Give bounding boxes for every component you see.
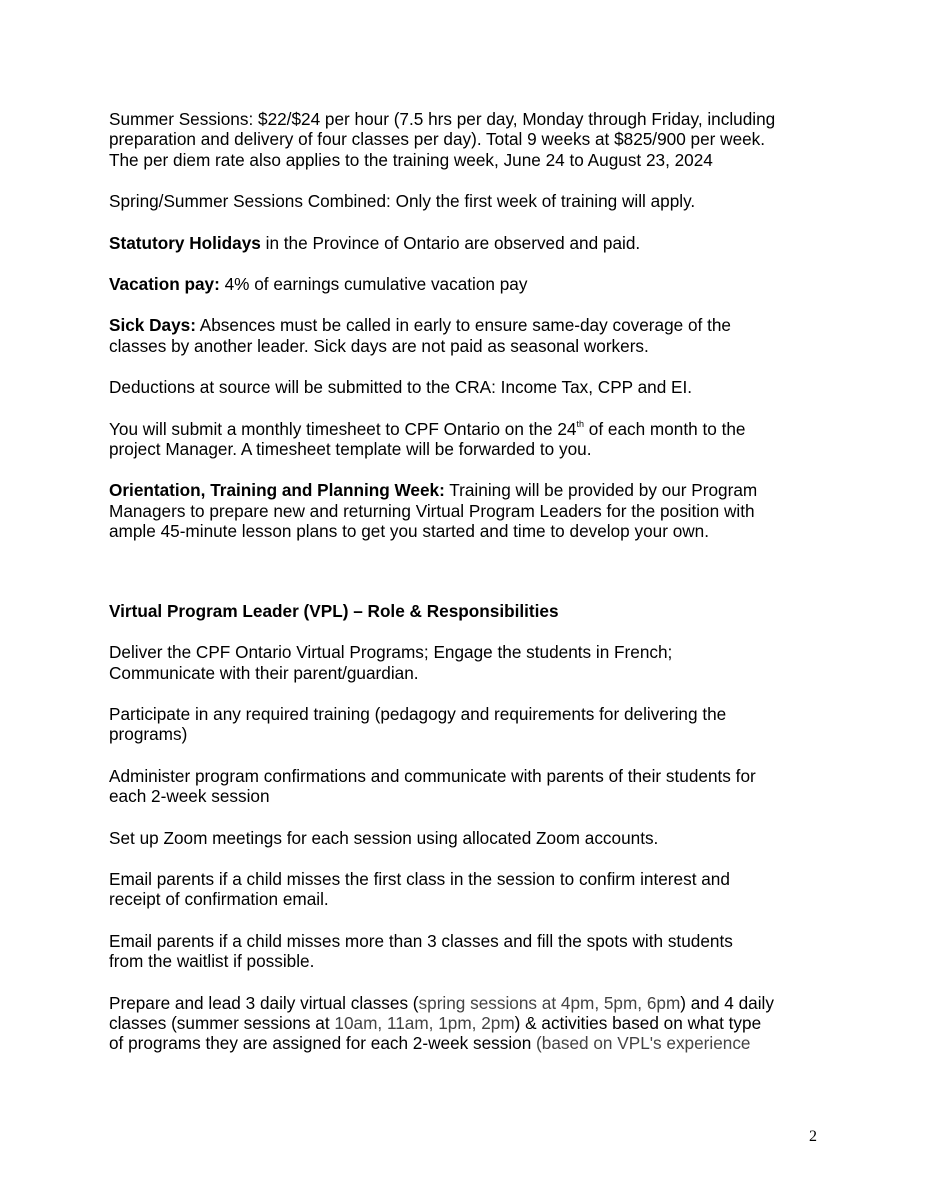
administer-line-2: each 2-week session (109, 786, 270, 807)
summer-sessions-paragraph (109, 109, 829, 170)
timesheet-text-after: of each month to the (584, 418, 746, 439)
statutory-holidays-text: in the Province of Ontario are observed and paid. (260, 232, 641, 253)
sick-days-label: Sick Days: (109, 315, 196, 336)
statutory-holidays-label: Statutory Holidays (109, 232, 261, 253)
timesheet-line-2: project Manager. A timesheet template will be forwarded to you. (109, 439, 592, 460)
prepare-classes-paragraph (109, 993, 829, 1054)
email-more-line-1: Email parents if a child misses more than 3 classes and fill the spots with students (109, 930, 733, 951)
timesheet-paragraph (109, 419, 829, 460)
orientation-label: Orientation, Training and Planning Week: (109, 480, 445, 501)
vacation-pay-paragraph (109, 274, 829, 294)
summer-line-1: Summer Sessions: $22/$24 per hour (7.5 hrs per day, Monday through Friday, including (109, 109, 776, 129)
email-first-line-1: Email parents if a child misses the first class in the session to confirm interest and (109, 868, 730, 889)
participate-line-2: programs) (109, 724, 188, 745)
email-first-line-2: receipt of confirmation email. (109, 889, 329, 910)
prepare-line-2c: ) & activities based on what type (514, 1012, 762, 1033)
participate-paragraph (109, 704, 829, 745)
combined-sessions-paragraph: Spring/Summer Sessions Combined: Only the first week of training will apply. (109, 191, 696, 212)
sick-days-line-2: classes by another leader. Sick days are not paid as seasonal workers. (109, 335, 649, 356)
prepare-line-2a: classes (summer sessions at (109, 1012, 335, 1033)
deductions-paragraph: Deductions at source will be submitted to the CRA: Income Tax, CPP and EI. (109, 377, 693, 398)
prepare-line-1b: spring sessions at 4pm, 5pm, 6pm (418, 992, 681, 1013)
prepare-line-1a: Prepare and lead 3 daily virtual classes ( (109, 992, 419, 1013)
sick-days-paragraph (109, 315, 829, 356)
prepare-line-2b: 10am, 11am, 1pm, 2pm (334, 1012, 515, 1033)
page-number: 2 (809, 1128, 817, 1145)
vacation-pay-text: 4% of earnings cumulative vacation pay (219, 274, 528, 295)
email-more-line-2: from the waitlist if possible. (109, 951, 315, 972)
summer-line-3: The per diem rate also applies to the training week, June 24 to August 23, 2024 (109, 149, 713, 170)
prepare-line-3a: of programs they are assigned for each 2-week session (109, 1033, 537, 1054)
email-first-class-paragraph (109, 869, 829, 910)
orientation-line-2: Managers to prepare new and returning Virtual Program Leaders for the position with (109, 500, 755, 521)
orientation-line-1: Training will be provided by our Program (444, 480, 758, 501)
summer-line-2: preparation and delivery of four classes per day). Total 9 weeks at $825/900 per week. (109, 129, 766, 150)
participate-line-1: Participate in any required training (pedagogy and requirements for delivering the (109, 703, 727, 724)
zoom-paragraph: Set up Zoom meetings for each session using allocated Zoom accounts. (109, 827, 659, 848)
page-content (109, 109, 829, 1054)
deliver-line-1: Deliver the CPF Ontario Virtual Programs; Engage the students in French; (109, 642, 673, 663)
prepare-line-1c: ) and 4 daily (680, 992, 774, 1013)
prepare-line-3b: (based on VPL's experience (536, 1033, 751, 1054)
timesheet-text-before: You will submit a monthly timesheet to CPF Ontario on the 24 (109, 418, 577, 439)
deliver-line-2: Communicate with their parent/guardian. (109, 662, 419, 683)
orientation-paragraph (109, 480, 829, 541)
email-more-classes-paragraph (109, 931, 829, 972)
statutory-holidays-paragraph (109, 233, 829, 253)
orientation-line-3: ample 45-minute lesson plans to get you started and time to develop your own. (109, 521, 710, 542)
deliver-paragraph (109, 642, 829, 683)
timesheet-superscript: th (576, 418, 584, 429)
sick-days-line-1: Absences must be called in early to ensure same-day coverage of the (195, 315, 731, 336)
administer-line-1: Administer program confirmations and communicate with parents of their students for (109, 765, 756, 786)
vacation-pay-label: Vacation pay: (109, 274, 220, 295)
section-heading: Virtual Program Leader (VPL) – Role & Responsibilities (109, 600, 559, 621)
administer-paragraph (109, 766, 829, 807)
